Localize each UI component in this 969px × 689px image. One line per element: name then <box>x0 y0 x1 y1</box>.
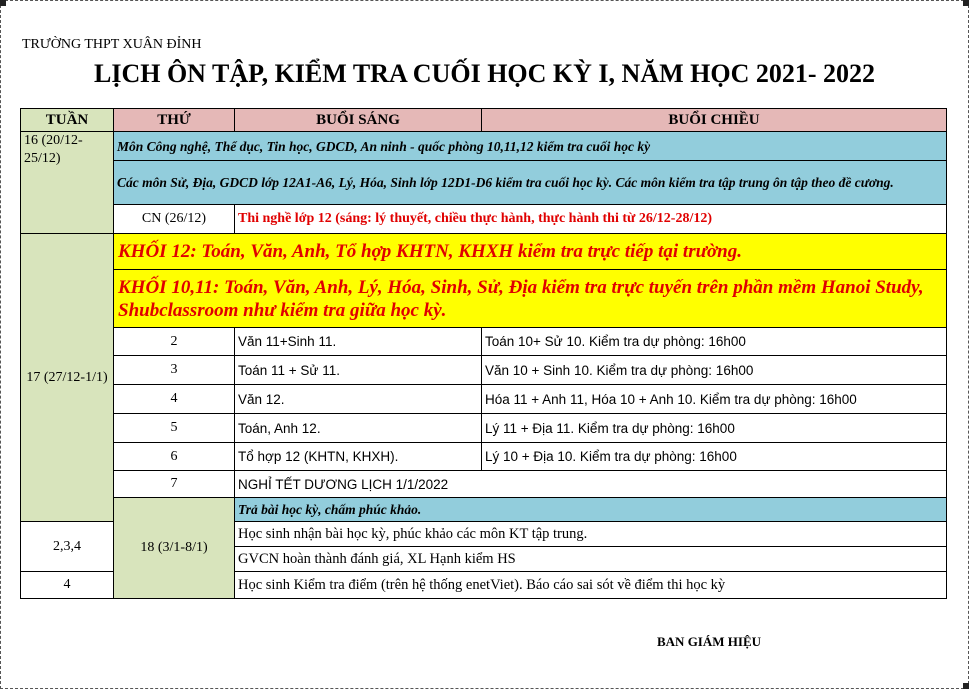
signature: BAN GIÁM HIỆU <box>657 634 762 649</box>
afternoon-cell: Văn 10 + Sinh 10. Kiểm tra dự phòng: 16h00 <box>482 356 947 385</box>
week-16-note-1: Môn Công nghệ, Thể dục, Tin học, GDCD, An ninh - quốc phòng 10,11,12 kiểm tra cuối học kỳ <box>114 132 947 161</box>
table-row <box>21 132 947 161</box>
day-cell: 6 <box>114 443 235 471</box>
week-17-khoi1011: KHỐI 10,11: Toán, Văn, Anh, Lý, Hóa, Sinh, Sử, Địa kiểm tra trực tuyến trên phần mềm Hanoi Study, Shubclassroom như kiểm tra giữa học kỳ. <box>114 270 947 328</box>
table-row <box>21 328 947 356</box>
week-16-day: CN (26/12) <box>114 205 235 234</box>
holiday-cell: NGHỈ TẾT DƯƠNG LỊCH 1/1/2022 <box>235 471 947 498</box>
week-16-note-2: Các môn Sử, Địa, GDCD lớp 12A1-A6, Lý, Hóa, Sinh lớp 12D1-D6 kiểm tra cuối học kỳ. Các môn kiểm tra tập trung ôn tập theo đề cương. <box>114 161 947 205</box>
morning-cell: Văn 11+Sinh 11. <box>235 328 482 356</box>
corner-mark <box>0 0 6 6</box>
afternoon-cell: Hóa 11 + Anh 11, Hóa 10 + Anh 10. Kiểm tra dự phòng: 16h00 <box>482 385 947 414</box>
week-17-khoi12: KHỐI 12: Toán, Văn, Anh, Tổ hợp KHTN, KHXH kiểm tra trực tiếp tại trường. <box>114 234 947 270</box>
table-row <box>21 161 947 205</box>
school-name: TRƯỜNG THPT XUÂN ĐỈNH <box>22 37 202 52</box>
week-18-line-3: Học sinh Kiểm tra điểm (trên hệ thống enetViet). Báo cáo sai sót về điểm thi học kỳ <box>235 572 947 599</box>
morning-cell: Toán 11 + Sử 11. <box>235 356 482 385</box>
day-cell: 7 <box>114 471 235 498</box>
morning-cell: Toán, Anh 12. <box>235 414 482 443</box>
header-chieu: BUỔI CHIỀU <box>482 109 947 132</box>
table-row <box>21 234 947 270</box>
header-row <box>21 109 947 132</box>
morning-cell: Văn 12. <box>235 385 482 414</box>
afternoon-cell: Toán 10+ Sử 10. Kiểm tra dự phòng: 16h00 <box>482 328 947 356</box>
table-row <box>21 270 947 328</box>
week-16-text: Thi nghề lớp 12 (sáng: lý thuyết, chiều thực hành, thực hành thi từ 26/12-28/12) <box>235 205 947 234</box>
day-cell: 4 <box>114 385 235 414</box>
table-row <box>21 414 947 443</box>
document-title: LỊCH ÔN TẬP, KIỂM TRA CUỐI HỌC KỲ I, NĂM HỌC 2021- 2022 <box>93 59 876 88</box>
day-cell: 3 <box>114 356 235 385</box>
corner-mark <box>963 683 969 689</box>
table-row <box>21 443 947 471</box>
schedule-table <box>20 108 947 599</box>
header-tuan: TUẦN <box>21 109 114 132</box>
table-row <box>21 205 947 234</box>
week-18-cell: 18 (3/1-8/1) <box>114 498 235 599</box>
table-row <box>21 471 947 498</box>
week-18-note: Trả bài học kỳ, chấm phúc khảo. <box>235 498 947 522</box>
week-18-line-2: GVCN hoàn thành đánh giá, XL Hạnh kiểm HS <box>235 547 947 572</box>
header-thu: THỨ <box>114 109 235 132</box>
day-cell: 2,3,4 <box>21 522 114 572</box>
day-cell: 5 <box>114 414 235 443</box>
day-cell: 4 <box>21 572 114 599</box>
week-16-cell: 16 (20/12-25/12) <box>21 132 114 234</box>
header-sang: BUỔI SÁNG <box>235 109 482 132</box>
day-cell: 2 <box>114 328 235 356</box>
week-17-cell: 17 (27/12-1/1) <box>21 234 114 522</box>
afternoon-cell: Lý 10 + Địa 10. Kiểm tra dự phòng: 16h00 <box>482 443 947 471</box>
table-row <box>21 498 947 522</box>
table-row <box>21 385 947 414</box>
table-row <box>21 356 947 385</box>
afternoon-cell: Lý 11 + Địa 11. Kiểm tra dự phòng: 16h00 <box>482 414 947 443</box>
corner-mark <box>963 0 969 6</box>
week-18-line-1: Học sinh nhận bài học kỳ, phúc khảo các môn KT tập trung. <box>235 522 947 547</box>
morning-cell: Tổ hợp 12 (KHTN, KHXH). <box>235 443 482 471</box>
